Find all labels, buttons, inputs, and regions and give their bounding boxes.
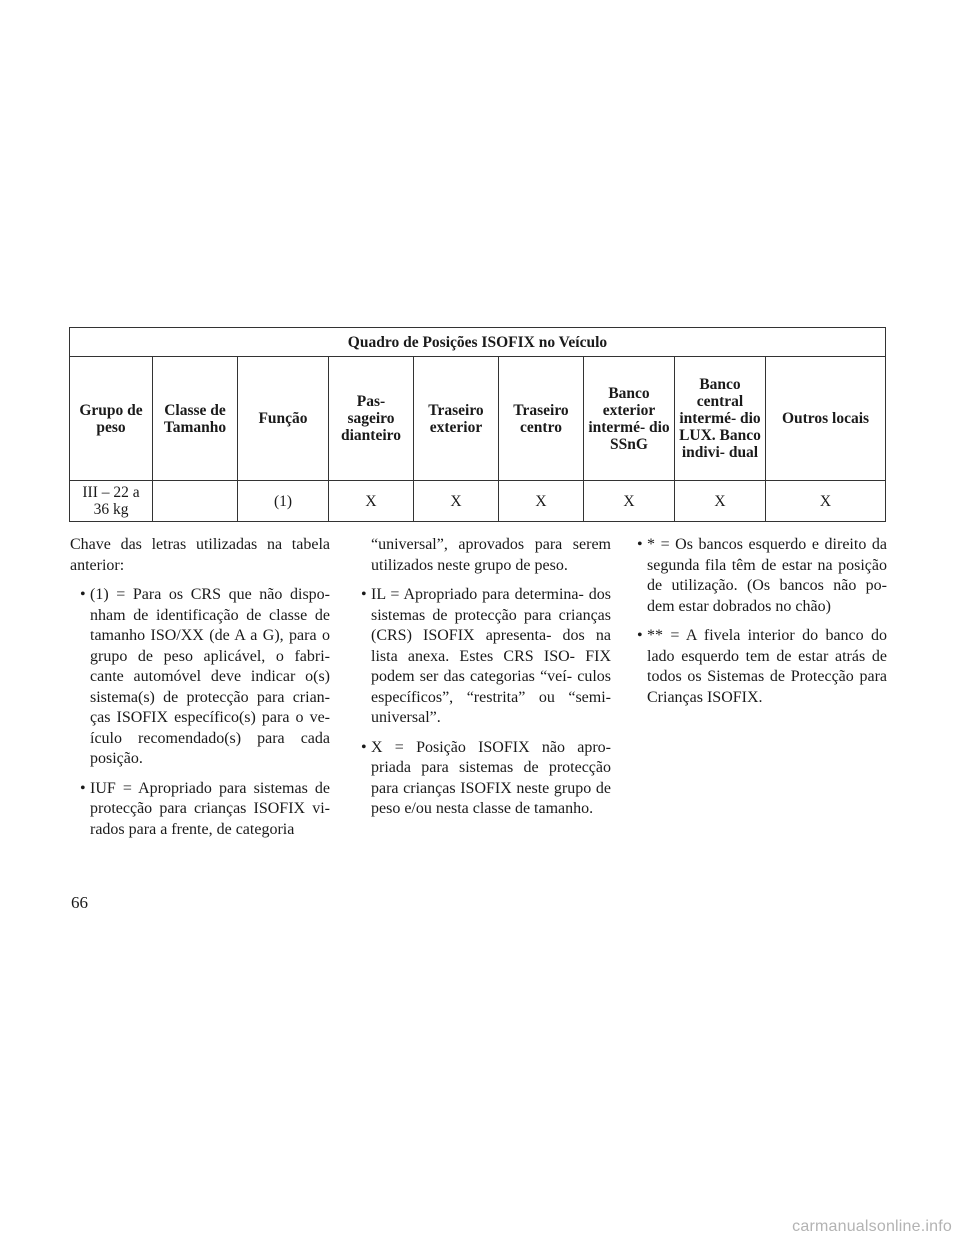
legend-continuation: “universal”, aprovados para serem utilizados neste grupo de peso. [371,536,611,574]
cell-banco-central-intermedio: X [675,481,766,522]
list-item [627,535,887,617]
cell-grupo-de-peso: III – 22 a 36 kg [70,481,153,522]
list-item [351,585,611,729]
header-outros-locais: Outros locais [766,357,886,481]
legend-item-text: IUF = Apropriado para sistemas de protecção para crianças ISOFIX vi- rados para a frente, de categoria [90,779,330,838]
list-item [70,779,330,841]
bullet-icon: • [361,738,367,756]
header-classe-de-tamanho: Classe de Tamanho [153,357,238,481]
text-column-1 [70,535,330,849]
cell-funcao: (1) [238,481,329,522]
cell-passageiro-dianteiro: X [329,481,414,522]
table-header-row [70,357,886,481]
cell-outros-locais: X [766,481,886,522]
legend-item-text: X = Posição ISOFIX não apro- priada para sistemas de protecção para crianças ISOFIX neste grupo de peso e/ou nesta classe de tamanho. [371,738,611,817]
watermark: carmanualsonline.info [792,1218,952,1235]
legend-intro: Chave das letras utilizadas na tabela anterior: [70,536,330,574]
legend-item-text: IL = Apropriado para determina- dos sistemas de protecção para crianças (CRS) ISOFIX apresenta- dos na lista anexa. Estes CRS ISO- FIX podem ser das categorias “veí- culos específicos”, “restrita” ou “semi-universal”. [371,586,611,726]
bullet-icon: • [80,779,86,797]
header-grupo-de-peso: Grupo de peso [70,357,153,481]
text-column-2 [351,535,611,829]
bullet-icon: • [80,586,86,603]
page-number: 66 [71,893,88,912]
header-passageiro-dianteiro: Pas- sageiro dianteiro [329,357,414,481]
bullet-icon: • [637,536,643,553]
legend-item-text: ** = A fivela interior do banco do lado esquerdo tem de estar atrás de todos os Sistemas de Protecção para Crianças ISOFIX. [647,627,887,706]
isofix-positions-table [69,327,886,522]
cell-traseiro-exterior: X [414,481,499,522]
header-banco-central-intermedio: Banco central intermé- dio LUX. Banco indivi- dual [675,357,766,481]
list-item [70,585,330,770]
header-traseiro-centro: Traseiro centro [499,357,584,481]
text-column-3 [627,535,887,717]
table-title: Quadro de Posições ISOFIX no Veículo [70,328,886,357]
legend-item-text: (1) = Para os CRS que não dispo- nham de identificação de classe de tamanho ISO/XX (de A a G), para o grupo de peso aplicável, o fabri- cante automóvel deve indicar o(s) sistema(s) de protecção para crian- ças ISOFIX específico(s) para o ve- ículo recomendado(s) para cada posição. [90,586,330,767]
table-row [70,481,886,522]
bullet-icon: • [637,627,643,644]
cell-classe-de-tamanho [153,481,238,522]
cell-traseiro-centro: X [499,481,584,522]
header-banco-exterior-intermedio: Banco exterior intermé- dio SSnG [584,357,675,481]
list-item [627,626,887,708]
list-item [351,738,611,820]
cell-banco-exterior-intermedio: X [584,481,675,522]
header-traseiro-exterior: Traseiro exterior [414,357,499,481]
header-funcao: Função [238,357,329,481]
legend-item-text: * = Os bancos esquerdo e direito da segunda fila têm de estar na posição de utilização. (Os bancos não po- dem estar dobrados no chão) [647,536,887,615]
bullet-icon: • [361,586,367,603]
